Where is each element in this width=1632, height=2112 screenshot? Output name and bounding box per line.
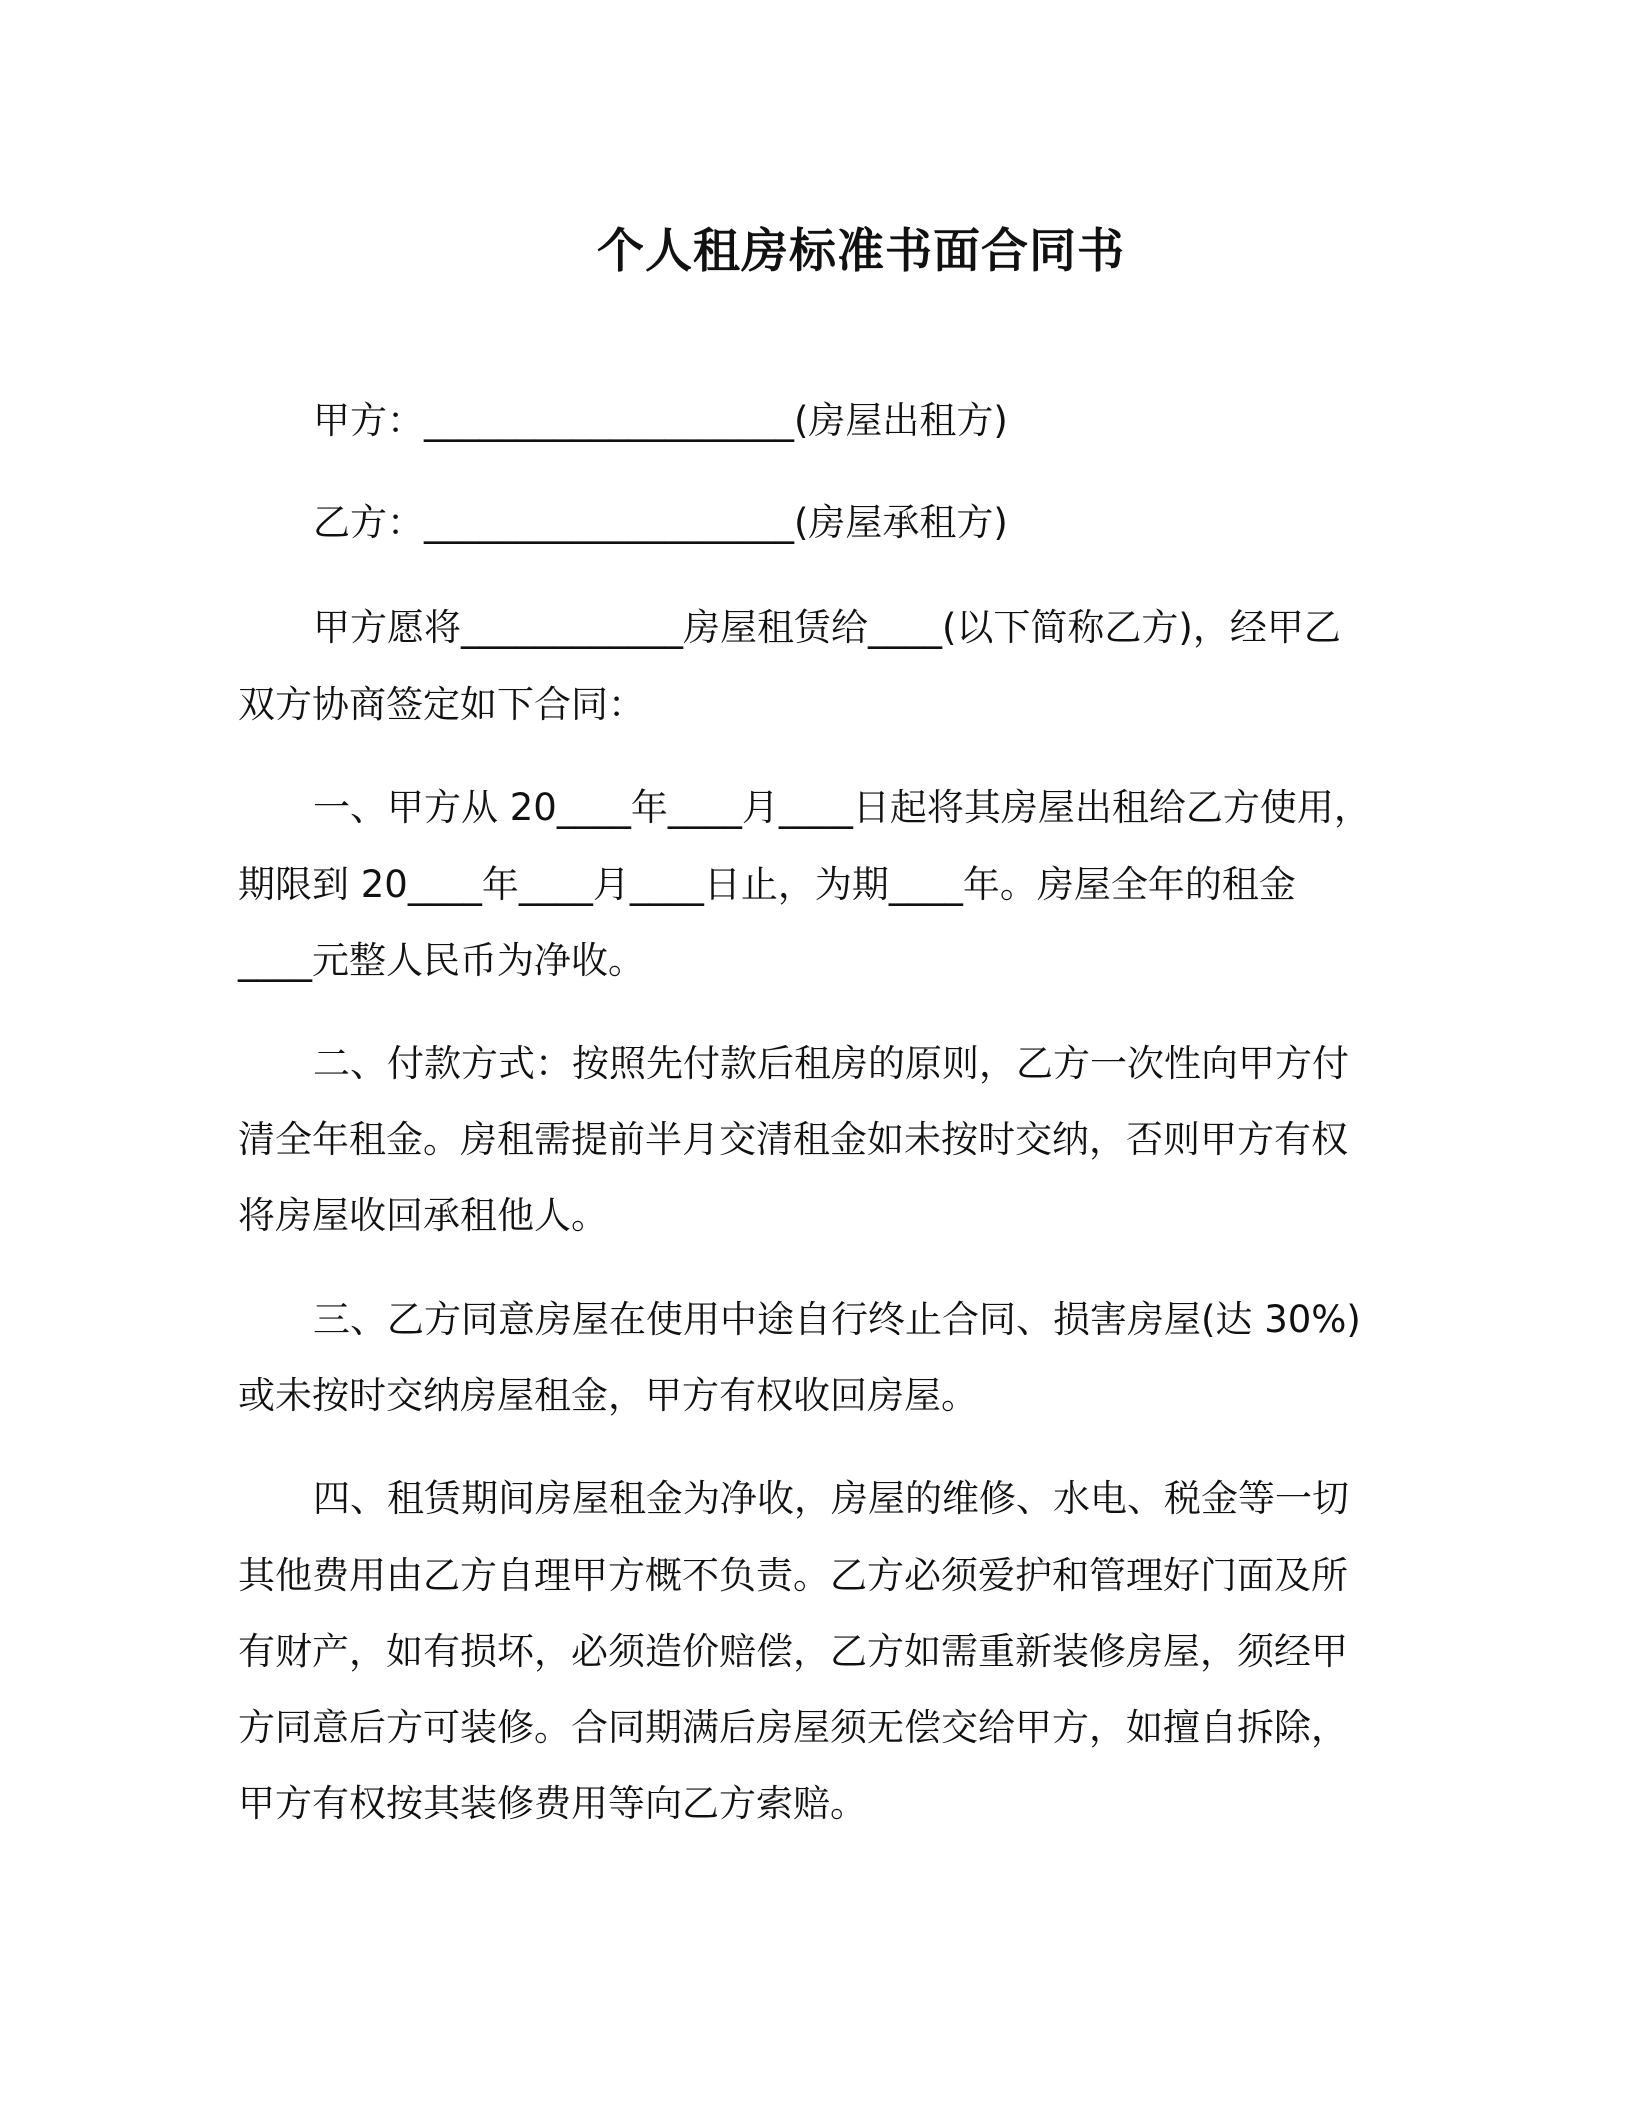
clause3-line-2: 或未按时交纳房屋租金，甲方有权收回房屋。 bbox=[238, 1374, 978, 1417]
party-a-line: 甲方：____________________(房屋出租方) bbox=[313, 399, 1008, 442]
clause4-line-4: 方同意后方可装修。合同期满后房屋须无偿交给甲方，如擅自拆除， bbox=[238, 1706, 1348, 1749]
intro-line-1: 甲方愿将____________房屋租赁给____(以下简称乙方)，经甲乙 bbox=[313, 606, 1341, 649]
clause2-line-1: 二、付款方式：按照先付款后租房的原则，乙方一次性向甲方付 bbox=[313, 1042, 1349, 1085]
clause4-line-5: 甲方有权按其装修费用等向乙方索赔。 bbox=[238, 1782, 867, 1825]
party-b-line: 乙方：____________________(房屋承租方) bbox=[313, 501, 1008, 544]
clause1-line-1: 一、甲方从 20____年____月____日起将其房屋出租给乙方使用， bbox=[313, 786, 1371, 829]
document-title: 个人租房标准书面合同书 bbox=[597, 224, 1125, 279]
clause4-line-3: 有财产，如有损坏，必须造价赔偿，乙方如需重新装修房屋，须经甲 bbox=[238, 1630, 1348, 1673]
clause3-line-1: 三、乙方同意房屋在使用中途自行终止合同、损害房屋(达 30%) bbox=[313, 1298, 1361, 1341]
clause2-line-3: 将房屋收回承租他人。 bbox=[238, 1194, 608, 1237]
clause1-line-3: ____元整人民币为净收。 bbox=[238, 939, 645, 982]
clause2-line-2: 清全年租金。房租需提前半月交清租金如未按时交纳，否则甲方有权 bbox=[238, 1118, 1348, 1161]
clause1-line-2: 期限到 20____年____月____日止，为期____年。房屋全年的租金 bbox=[238, 863, 1296, 906]
clause4-line-2: 其他费用由乙方自理甲方概不负责。乙方必须爱护和管理好门面及所 bbox=[238, 1554, 1348, 1597]
clause4-line-1: 四、租赁期间房屋租金为净收，房屋的维修、水电、税金等一切 bbox=[313, 1477, 1349, 1520]
intro-line-2: 双方协商签定如下合同： bbox=[238, 683, 645, 726]
